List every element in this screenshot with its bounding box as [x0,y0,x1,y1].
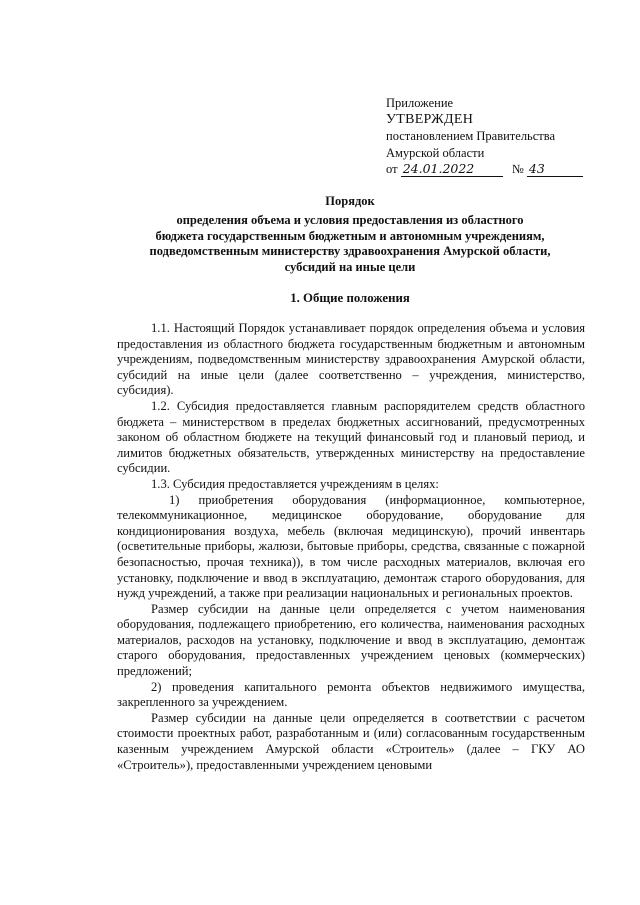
date-prefix: от [386,162,398,176]
title-line-5: субсидий на иные цели [284,260,416,275]
approval-appendix-label: Приложение [386,96,454,110]
paragraph-1-3: 1.3. Субсидия предоставляется учреждениям в целях: [151,476,439,491]
title-line-3: бюджета государственным бюджетным и автономным учреждениям, [155,228,545,243]
section-heading: 1. Общие положения [290,291,410,305]
handwritten-number: 43 [527,162,583,177]
handwritten-date: 24.01.2022 [401,162,503,177]
paragraph-subsidy-size-2: Размер субсидии на данные цели определяется в соответствии с расчетом стоимости проектных работ, разработанным и (или) согласованным государственным казенным учреждением Амурской области «Строитель» (далее – ГКУ АО «Строитель»), предоставленными учреждением ценовыми [117,710,585,772]
document-body [117,321,585,773]
approval-approved-label: УТВЕРЖДЕН [386,111,474,127]
title-line-2: определения объема и условия предоставления из областного [176,212,524,227]
approval-resolution-label: постановлением Правительства [386,129,556,143]
paragraph-1-1: 1.1. Настоящий Порядок устанавливает порядок определения объема и условия предоставления из областного бюджета государственным бюджетным и автономным учреждениям, подведомственным министерству здравоохранения Амурской области, субсидий на иные цели (далее соответственно – учреждения, министерство, субсидия). [117,321,585,398]
paragraph-item-1: 1) приобретения оборудования (информационное, компьютерное, телекоммуникационное, медицинское оборудование, оборудование для кондиционирования воздуха, мебель (включая медицинскую), прочий инвентарь (осветительные приборы, жалюзи, бытовые приборы, средства, связанные с пожарной безопасностью, прочая техника)), в том числе расходных материалов, включая его установку, подключение и ввод в эксплуатацию, демонтаж старого оборудования, для нужд учреждений, а также при реализации национальных и региональных проектов. [117,492,585,601]
approval-region-label: Амурской области [386,145,485,160]
title-line-1: Порядок [325,194,375,208]
paragraph-subsidy-size-1: Размер субсидии на данные цели определяется с учетом наименования оборудования, подлежащего приобретению, его количества, наименования расходных материалов, расходов на установку, подключение и ввод в эксплуатацию, демонтаж старого оборудования, предоставленных учреждением ценовых (коммерческих) предложений; [117,601,585,679]
approval-stamp [386,95,583,178]
paragraph-1-2: 1.2. Субсидия предоставляется главным распорядителем средств областного бюджета – министерством в пределах бюджетных ассигнований, предусмотренных законом об областном бюджете на текущий финансовый год и плановый период, и лимитов бюджетных обязательств, утвержденных министерству на предоставление субсидии. [117,398,585,476]
number-prefix: № [511,162,524,176]
document-title [100,194,600,276]
title-line-4: подведомственным министерству здравоохранения Амурской области, [149,244,551,259]
approval-date-line [386,161,583,178]
paragraph-item-2: 2) проведения капитального ремонта объектов недвижимого имущества, закрепленного за учреждением. [117,679,585,710]
